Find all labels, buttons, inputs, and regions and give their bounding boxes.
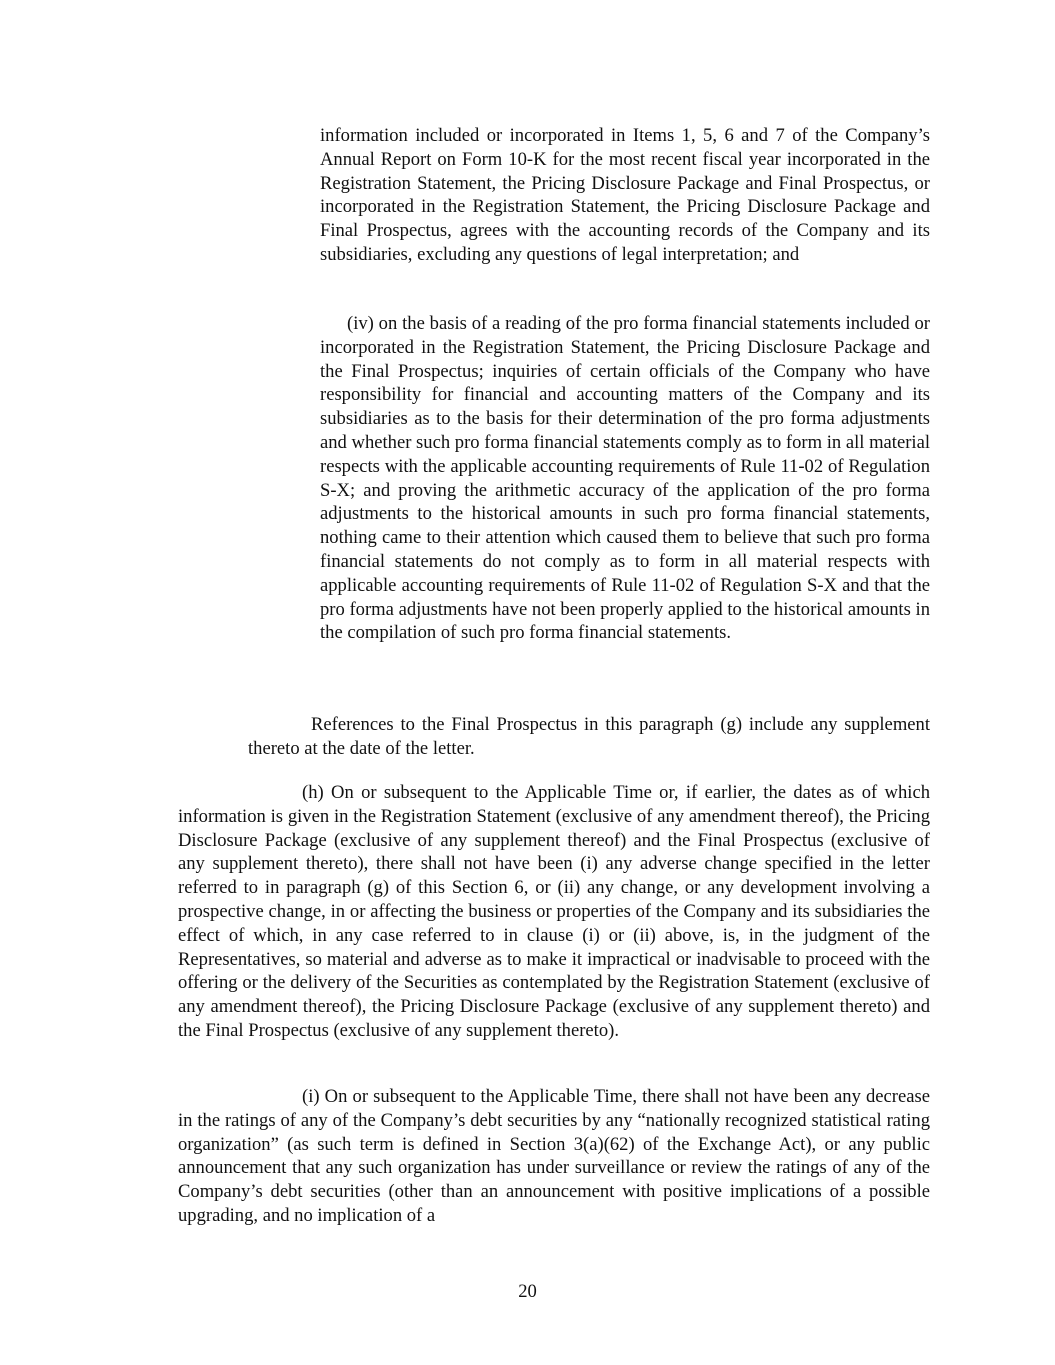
paragraph-section-h: (h) On or subsequent to the Applicable Time or, if earlier, the dates as of which information is given in the Registration Statement (exclusive of any amendment thereof), the Pricing Disclosure Package (exclusive of any supplement thereof) and the Final Prospectus (exclusive of any supplement thereto), there shall not have been (i) any adverse change specified in the letter referred to in paragraph (g) of this Section 6, or (ii) any change, or any development involving a prospective change, in or affecting the business or properties of the Company and its subsidiaries the effect of which, in any case referred to in clause (i) or (ii) above, is, in the judgment of the Representatives, so material and adverse as to make it impractical or inadvisable to proceed with the offering or the delivery of the Securities as contemplated by the Registration Statement (exclusive of any amendment thereof), the Pricing Disclosure Package (exclusive of any supplement thereto) and the Final Prospectus (exclusive of any supplement thereto).: [178, 782, 930, 1041]
paragraph-clause-iv: (iv) on the basis of a reading of the pro forma financial statements included or incorporated in the Registration Statement, the Pricing Disclosure Package and the Final Prospectus; inquiries of certain officials of the Company who have responsibility for financial and accounting matters of the Company and its subsidiaries as to the basis for their determination of the pro forma adjustments and whether such pro forma financial statements comply as to form in all material respects with the applicable accounting requirements of Rule 11-02 of Regulation S-X; and proving the arithmetic accuracy of the application of the pro forma adjustments to the historical amounts in such pro forma financial statements, nothing came to their attention which caused them to believe that such pro forma financial statements do not comply as to form in all material respects with applicable accounting requirements of Rule 11-02 of Regulation S-X and that the pro forma adjustments have not been properly applied to the historical amounts in the compilation of such pro forma financial statements.: [320, 313, 930, 644]
paragraph-references-note: References to the Final Prospectus in this paragraph (g) include any supplement thereto at the date of the letter.: [248, 714, 930, 759]
paragraph-section-i: (i) On or subsequent to the Applicable Time, there shall not have been any decrease in the ratings of any of the Company’s debt securities by any “nationally recognized statistical rating organization” (as such term is defined in Section 3(a)(62) of the Exchange Act), or any public announcement that any such organization has under surveillance or review the ratings of any of the Company’s debt securities (other than an announcement with positive implications of a possible upgrading, and no implication of a: [178, 1086, 930, 1226]
paragraph-continuation-iii: information included or incorporated in Items 1, 5, 6 and 7 of the Company’s Annual Report on Form 10-K for the most recent fiscal year incorporated in the Registration Statement, the Pricing Disclosure Package and Final Prospectus, or incorporated in the Registration Statement, the Pricing Disclosure Package and Final Prospectus, agrees with the accounting records of the Company and its subsidiaries, excluding any questions of legal interpretation; and: [320, 125, 930, 265]
page-number: 20: [518, 1281, 537, 1302]
